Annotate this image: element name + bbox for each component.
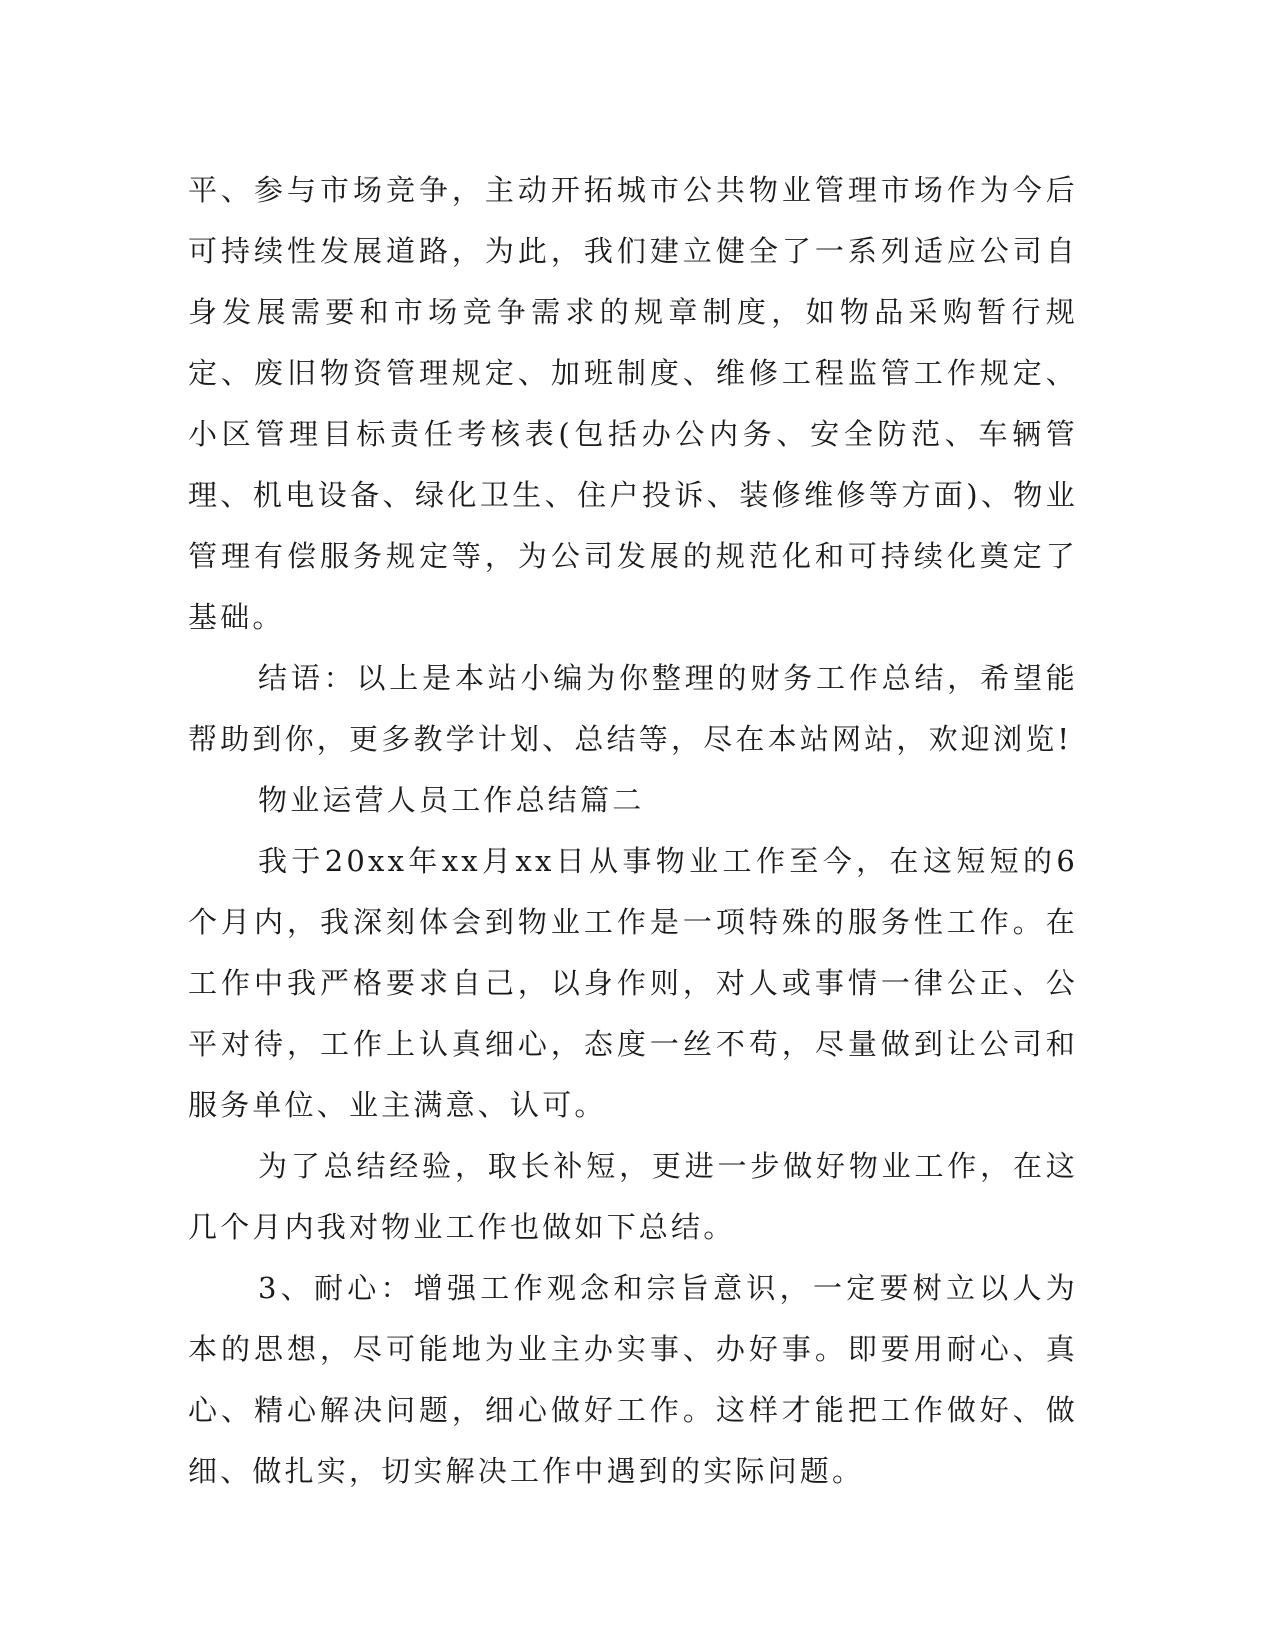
document-body [188,160,1078,1502]
paragraph-patience: 3、耐心：增强工作观念和宗旨意识，一定要树立以人为本的思想，尽可能地为业主办实事、办好事。即要用耐心、真心、精心解决问题，细心做好工作。这样才能把工作做好、做细、做扎实，切实解决工作中遇到的实际问题。 [188,1271,1078,1488]
paragraph-conclusion: 结语：以上是本站小编为你整理的财务工作总结，希望能帮助到你，更多教学计划、总结等，尽在本站网站，欢迎浏览! [188,661,1078,756]
section-heading: 物业运营人员工作总结篇二 [258,783,645,817]
paragraph-intro: 我于20xx年xx月xx日从事物业工作至今，在这短短的6个月内，我深刻体会到物业工作是一项特殊的服务性工作。在工作中我严格要求自己，以身作则，对人或事情一律公正、公平对待，工作上认真细心，态度一丝不苟，尽量做到让公司和服务单位、业主满意、认可。 [188,844,1078,1122]
paragraph-summary-lead: 为了总结经验，取长补短，更进一步做好物业工作，在这几个月内我对物业工作也做如下总结。 [188,1149,1078,1244]
paragraph-regulations: 平、参与市场竞争，主动开拓城市公共物业管理市场作为今后可持续性发展道路，为此，我们建立健全了一系列适应公司自身发展需要和市场竞争需求的规章制度，如物品采购暂行规定、废旧物资管理规定、加班制度、维修工程监管工作规定、小区管理目标责任考核表(包括办公内务、安全防范、车辆管理、机电设备、绿化卫生、住户投诉、装修维修等方面)、物业管理有偿服务规定等，为公司发展的规范化和可持续化奠定了基础。 [188,173,1078,634]
